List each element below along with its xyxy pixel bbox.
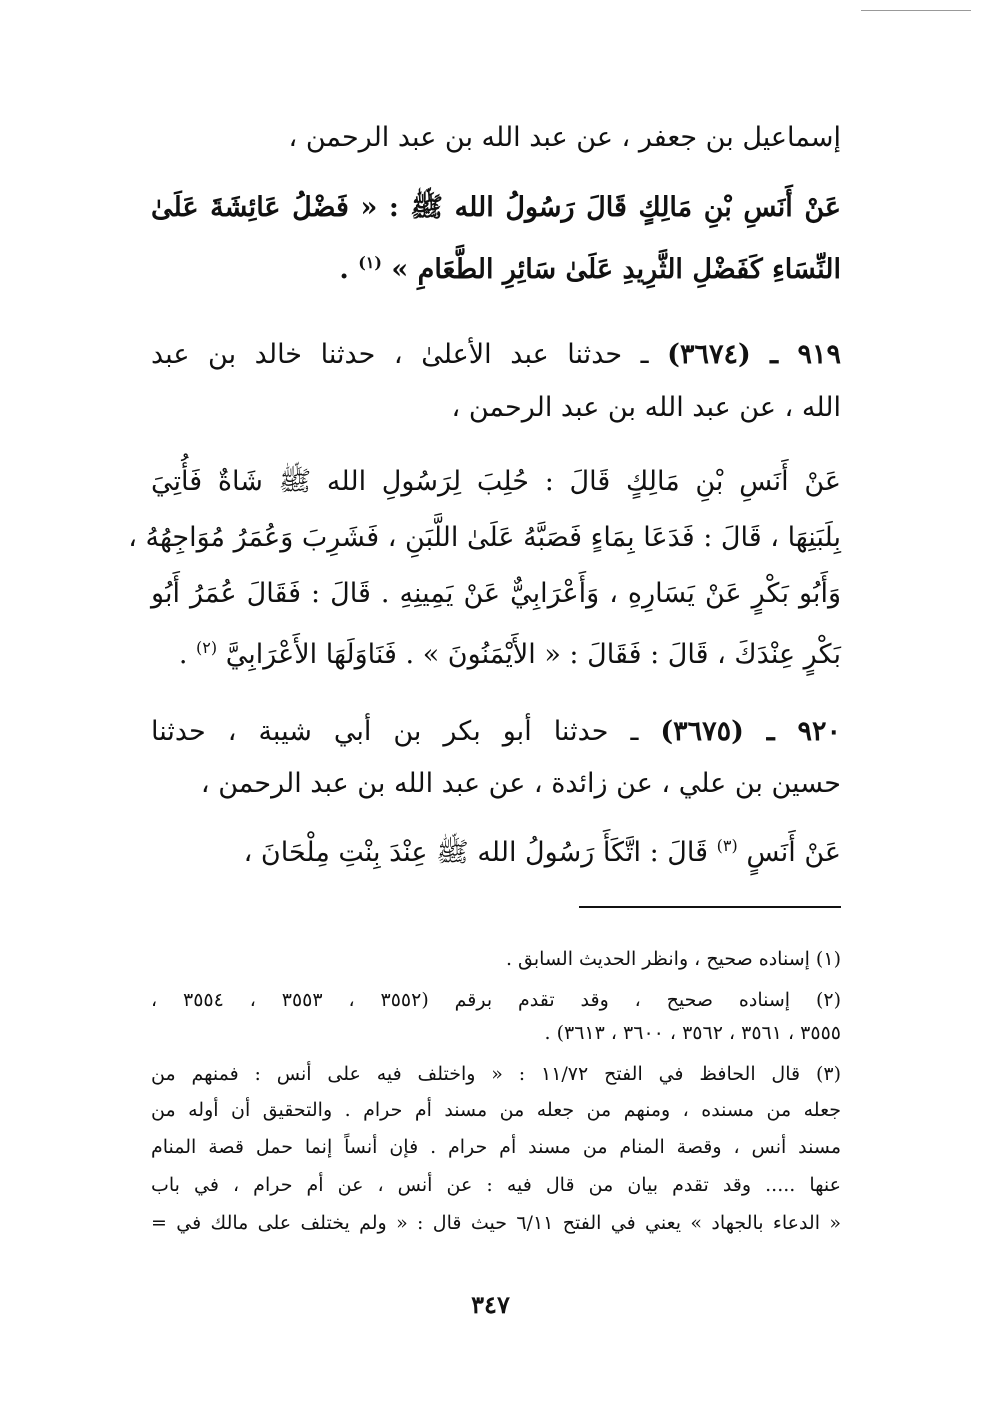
footnote-ref-2: (٢) bbox=[196, 638, 218, 657]
hadith-919-chain-2: الله ، عن عبد الله بن عبد الرحمن ، bbox=[451, 392, 841, 423]
hadith-a-end-mark: . bbox=[339, 254, 349, 285]
hadith-920-chain-1: ـ حدثنا أبو بكر بن أبي شيبة ، حدثنا bbox=[151, 716, 639, 747]
footnote-1: (١) إسناده صحيح ، وانظر الحديث السابق . bbox=[505, 948, 841, 970]
top-rule bbox=[861, 10, 971, 11]
hadith-919-text-2: بِلَبَنِهَا ، قَالَ : فَدَعَا بِمَاءٍ فَصَبَّهُ عَلَىٰ اللَّبَنِ ، فَشَرِبَ وَعُمَرُ مُوَاجِهُهُ ، bbox=[128, 522, 841, 553]
hadith-a-text-2: النِّسَاءِ كَفَضْلِ الثَّرِيدِ عَلَىٰ سَائِرِ الطَّعَامِ » bbox=[391, 254, 841, 285]
hadith-920-text-b: قَالَ : اتَّكَأَ رَسُولُ الله ﷺ عِنْدَ بِنْتِ مِلْحَانَ ، bbox=[243, 837, 709, 868]
hadith-919-text-3: وَأَبُو بَكْرٍ عَنْ يَسَارِهِ ، وَأَعْرَابِيٌّ عَنْ يَمِينِهِ . قَالَ : فَقَالَ عُمَرُ أَبُو bbox=[151, 578, 841, 609]
page-number: ٣٤٧ bbox=[471, 1290, 510, 1319]
footnote-ref-1: (١) bbox=[358, 253, 382, 272]
footnote-3-line-5: « الدعاء بالجهاد » يعني في الفتح ٦/١١ حيث قال : « ولم يختلف على مالك في = bbox=[151, 1212, 841, 1234]
chain-line-a: إسماعيل بن جعفر ، عن عبد الله بن عبد الرحمن ، bbox=[288, 122, 841, 153]
hadith-919-text-4a: بَكْرٍ عِنْدَكَ ، قَالَ : فَقَالَ : « الأَيْمَنُونَ » . فَنَاوَلَهَا الأَعْرَابِيَّ bbox=[225, 639, 841, 670]
footnote-ref-3: (٣) bbox=[716, 836, 738, 855]
hadith-919-text-1: عَنْ أَنَسِ بْنِ مَالِكٍ قَالَ : حُلِبَ لِرَسُولِ الله ﷺ شَاةٌ فَأُتِيَ bbox=[151, 466, 841, 497]
footnote-2-line-2: ٣٥٥٥ ، ٣٥٦١ ، ٣٥٦٢ ، ٣٦٠٠ ، ٣٦١٣) . bbox=[544, 1022, 841, 1044]
hadith-919-heading bbox=[151, 335, 841, 375]
hadith-920-heading bbox=[151, 712, 841, 752]
hadith-919-text-4 bbox=[151, 628, 841, 675]
hadith-a-line-1: عَنْ أَنَسِ بْنِ مَالِكٍ قَالَ رَسُولُ الله ﷺ : « فَضْلُ عَائِشَةَ عَلَىٰ bbox=[151, 192, 841, 223]
hadith-919-end-mark: . bbox=[178, 639, 188, 670]
hadith-920-chain-2: حسين بن علي ، عن زائدة ، عن عبد الله بن عبد الرحمن ، bbox=[200, 768, 841, 799]
footnote-3-line-1: (٣) قال الحافظ في الفتح ١١/٧٢ : « واختلف فيه على أنس : فمنهم من bbox=[151, 1063, 842, 1085]
hadith-920-text bbox=[151, 826, 841, 873]
footnote-3-line-4: عنها ..... وقد تقدم بيان من قال فيه : عن أنس ، عن أم حرام ، في باب bbox=[151, 1174, 841, 1196]
hadith-920-number: ٩٢٠ ـ (٣٦٧٥) bbox=[660, 716, 841, 747]
footnote-divider bbox=[579, 906, 841, 908]
footnote-2-line-1: (٢) إسناده صحيح ، وقد تقدم برقم (٣٥٥٢ ، ٣٥٥٣ ، ٣٥٥٤ ، bbox=[151, 989, 841, 1011]
hadith-a-line-2 bbox=[151, 243, 841, 290]
hadith-919-chain-1: ـ حدثنا عبد الأعلىٰ ، حدثنا خالد بن عبد bbox=[151, 339, 649, 370]
footnote-3-line-3: مسند أنس ، وقصة المنام من مسند أم حرام . فإن أنساً إنما حمل قصة المنام bbox=[151, 1136, 841, 1158]
hadith-919-number: ٩١٩ ـ (٣٦٧٤) bbox=[667, 339, 841, 370]
hadith-920-text-a: عَنْ أَنَسٍ bbox=[746, 837, 841, 868]
footnote-3-line-2: جعله من مسنده ، ومنهم من جعله من مسند أم حرام . والتحقيق أن أوله من bbox=[151, 1099, 841, 1121]
